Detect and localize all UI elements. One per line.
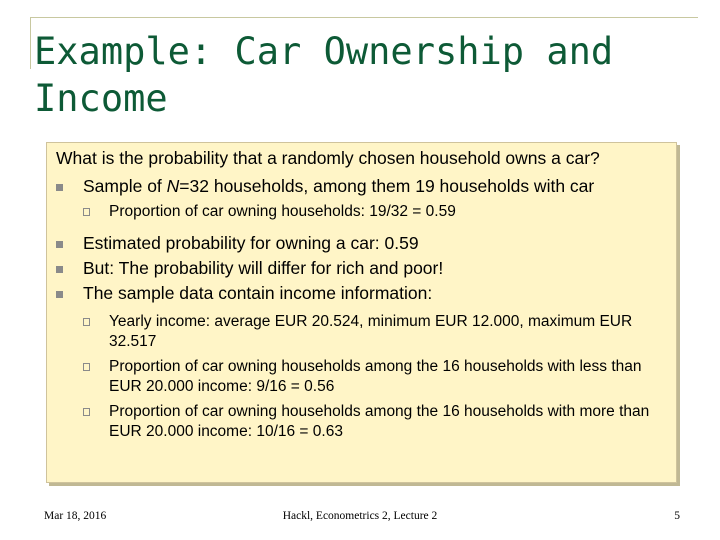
slide-body [56, 147, 666, 442]
footer-title: Hackl, Econometrics 2, Lecture 2 [282, 510, 438, 522]
hollow-square-bullet-icon [83, 363, 90, 371]
sub-bullet-text: Proportion of car owning households: 19/32 = 0.59 [109, 203, 456, 220]
sub-bullet-proportion [56, 202, 666, 222]
bullet-sample-italic-n: N [166, 176, 180, 196]
bullet-differ [56, 257, 666, 279]
bullet-estimated [56, 232, 666, 254]
page-number: 5 [674, 510, 680, 522]
bullet-sample [56, 175, 666, 197]
square-bullet-icon [56, 184, 63, 191]
frame-top-line [30, 17, 698, 18]
sub-bullet-text: Proportion of car owning households among the 16 households with less than EUR 20.000 income: 9/16 = 0.56 [109, 358, 642, 395]
intro-question: What is the probability that a randomly chosen household owns a car? [56, 148, 600, 168]
bullet-text: Estimated probability for owning a car: 0.59 [83, 233, 419, 253]
sub-bullet-more-than [56, 402, 666, 442]
footer-date: Mar 18, 2016 [44, 510, 107, 522]
square-bullet-icon [56, 266, 63, 273]
square-bullet-icon [56, 241, 63, 248]
sub-bullet-text: Proportion of car owning households among the 16 households with more than EUR 20.000 income: 10/16 = 0.63 [109, 403, 650, 440]
bullet-income-info [56, 282, 666, 304]
bullet-text: But: The probability will differ for rich and poor! [83, 258, 444, 278]
sub-bullet-yearly-income [56, 312, 666, 352]
sub-bullet-less-than [56, 357, 666, 397]
bullet-text: The sample data contain income information: [83, 283, 433, 303]
hollow-square-bullet-icon [83, 208, 90, 216]
frame-left-line [30, 17, 31, 69]
hollow-square-bullet-icon [83, 318, 90, 326]
bullet-sample-text-after: =32 households, among them 19 households with car [179, 176, 595, 196]
sub-bullet-text: Yearly income: average EUR 20.524, minimum EUR 12.000, maximum EUR 32.517 [109, 313, 633, 350]
slide-title: Example: Car Ownership and Income [34, 30, 614, 120]
hollow-square-bullet-icon [83, 408, 90, 416]
bullet-sample-text-before: Sample of [83, 176, 167, 196]
square-bullet-icon [56, 291, 63, 298]
